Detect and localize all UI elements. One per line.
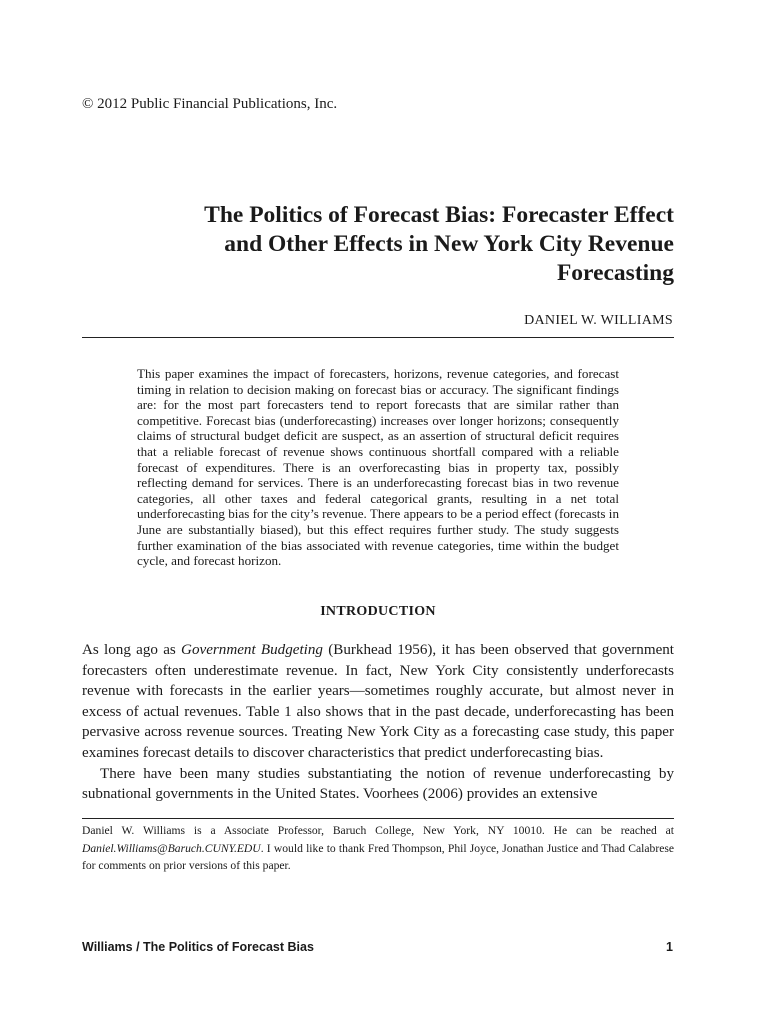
title-line-1: The Politics of Forecast Bias: Forecaster Effect [204, 202, 674, 228]
introduction-body [82, 640, 674, 805]
copyright-notice: © 2012 Public Financial Publications, Inc. [82, 96, 338, 112]
title-line-3: Forecasting [556, 260, 674, 286]
author-name: DANIEL W. WILLIAMS [524, 313, 673, 328]
footnote-rest: . I would like to thank Fred Thompson, Phil Joyce, Jonathan Justice and Thad Calabrese for comments on prior versions of this paper. [82, 841, 674, 872]
author-email: Daniel.Williams@Baruch.CUNY.EDU [82, 841, 261, 855]
footnote-start: Daniel W. Williams is a Associate Professor, Baruch College, New York, NY 10010. He can be reached at [82, 824, 674, 837]
section-heading-introduction: INTRODUCTION [320, 604, 436, 619]
author-footnote [82, 822, 674, 875]
intro-paragraph-2: There have been many studies substantiating the notion of revenue underforecasting by subnational governments in the United States. Voorhees (2006) provides an extensive [82, 765, 674, 803]
intro-paragraph-1 [82, 640, 674, 764]
article-title [100, 201, 674, 288]
page-number: 1 [666, 940, 673, 954]
cited-book-title: Government Budgeting [181, 642, 323, 658]
running-title: Williams / The Politics of Forecast Bias [82, 940, 314, 954]
title-divider [82, 337, 674, 338]
intro-p1-start: As long ago as [82, 642, 182, 658]
title-line-2: and Other Effects in New York City Revenue [224, 231, 674, 257]
intro-p1-rest: (Burkhead 1956), it has been observed that government forecasters often underestimate revenue. In fact, New York City consistently underforecasts revenue with forecasts in the earlier years—sometimes roughly accurate, but almost never in excess of actual revenues. Table 1 also shows that in the past decade, underforecasting has been pervasive across revenue sources. Treating New York City as a forecasting case study, this paper examines forecast details to discover characteristics that predict underforecasting bias. [82, 642, 675, 761]
abstract: This paper examines the impact of forecasters, horizons, revenue categories, and forecast timing in relation to decision making on forecast bias or accuracy. The significant findings are: for the most part forecasters tend to report forecasts that are similar rather than competitive. Forecast bias (underforecasting) increases over longer horizons; consequently claims of structural budget deficit are suspect, as an assertion of structural deficit requires that a reliable forecast of revenue shows continuous shortfall compared with a reliable forecast of expenditures. There is an overforecasting bias in property tax, possibly reflecting demand for services. There is an underforecasting forecast bias in two revenue categories, all other taxes and federal categorical grants, resulting in a net total underforecasting bias for the city’s revenue. There appears to be a period effect (forecasts in June are substantially biased), but this effect requires further study. The study suggests further examination of the bias associated with revenue categories, time within the budget cycle, and forecast horizon. [137, 366, 619, 569]
footnote-divider [82, 818, 674, 819]
